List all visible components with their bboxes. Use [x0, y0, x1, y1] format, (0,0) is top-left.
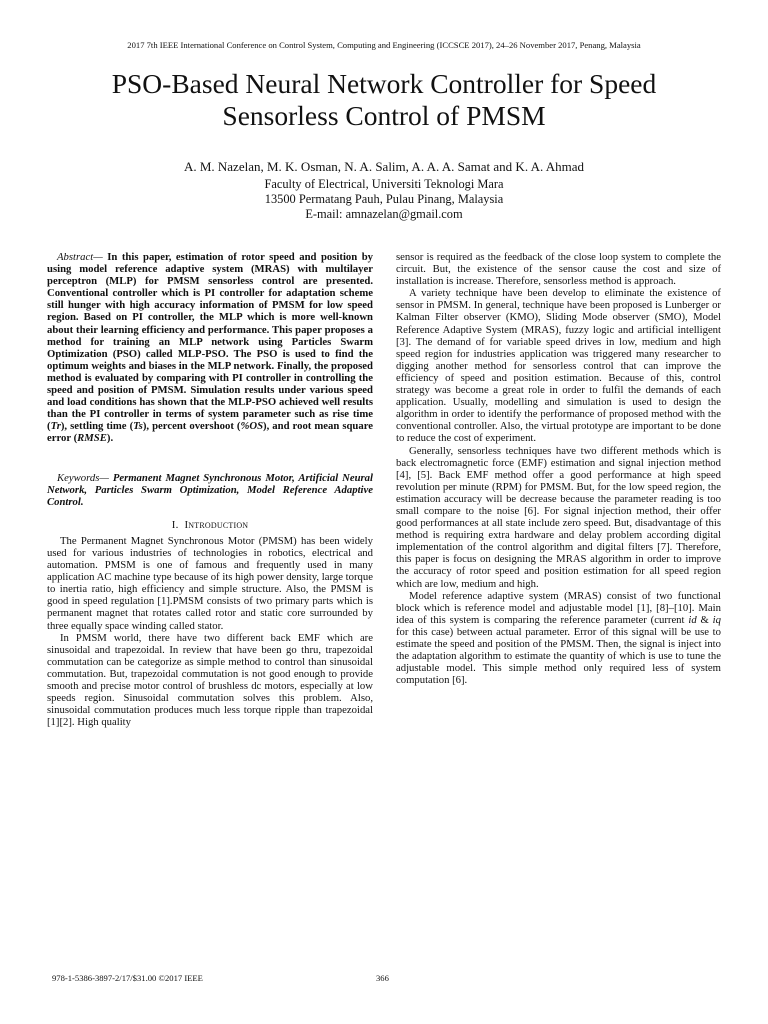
affiliation-line-2: 13500 Permatang Pauh, Pulau Pinang, Malaysia: [264, 192, 504, 206]
title-line-1: PSO-Based Neural Network Controller for Speed: [111, 68, 657, 99]
left-column: [47, 251, 373, 728]
overshoot-symbol: %OS: [240, 420, 264, 433]
section-heading-introduction: [47, 519, 373, 531]
right-paragraph-continued: sensor is required as the feedback of the close loop system to complete the circuit. But, the existence of the sensor cause the cost and size of installation is increase. Therefore, sensorless method is approach.: [396, 251, 721, 288]
abstract: [47, 251, 373, 445]
right-column: [396, 251, 721, 686]
keywords-lead: Keywords—: [57, 471, 109, 484]
paper-title: [40, 68, 728, 132]
authors: A. M. Nazelan, M. K. Osman, N. A. Salim, A. A. A. Samat and K. A. Ahmad: [183, 159, 585, 174]
abstract-text-5: ).: [106, 432, 114, 445]
current-iq-symbol: iq: [712, 613, 721, 626]
right-paragraph-1: A variety technique have been develop to eliminate the existence of sensor in PMSM. In general, technique have been proposed is Lunberger or Kalman Filter observer (KMO), Sliding Mode observer (SMO), Model Reference Adaptive System (MRAS), fuzzy logic and artificial intelligent [3]. The demand of for variable speed drives in low, medium and high speed region for industries application was triggered many researcher to digging another method for sensorless control that can improve the efficiency of speed and position estimation. Because of this, control strategy was become a great role in order to fulfil the demands of each application. Usually, modelling and simulation is used to design the algorithm in order to identify the performance of proposed method with the conventional controller. Also, the virtual prototype are important to be done to reduce the cost of experiment.: [396, 287, 721, 445]
author-email: E-mail: amnazelan@gmail.com: [305, 207, 463, 221]
section-title: Introduction: [184, 518, 249, 531]
abstract-text-2: ), settling time (: [60, 420, 134, 433]
affiliation: [0, 177, 768, 222]
intro-paragraph-2: In PMSM world, there have two different back EMF which are sinusoidal and trapezoidal. In review that have been go thru, trapezoidal commutation can be categorize as simple method to control than sinusoidal commutation. But, trapezoidal commutation is not good enough to provide smooth and precise motor control of brushless dc motors, especially at low speeds region. Sinusoidal commutation solves this problem. Also, sinusoidal commutation produces much less torque ripple than trapezoidal [1][2]. High quality: [47, 631, 373, 729]
title-line-2: Sensorless Control of PMSM: [222, 100, 546, 131]
footer-isbn: 978-1-5386-3897-2/17/$31.00 ©2017 IEEE: [52, 973, 203, 983]
current-id-symbol: id: [688, 613, 697, 626]
mras-text-start: Model reference adaptive system (MRAS) consist of two functional block which is reference model and adjustable model [1], [8]–[10]. Main idea of this system is comparing the reference parameter (current: [396, 589, 721, 626]
affiliation-line-1: Faculty of Electrical, Universiti Teknologi Mara: [264, 177, 504, 191]
abstract-text: In this paper, estimation of rotor speed and position by using model reference adaptive system (MRAS) with multilayer perceptron (MLP) for PMSM sensorless control are presented. Conventional controller which is PI controller for adaptation scheme still hunger with high accuracy information of PMSM for low speed region. Based on PI controller, the MLP which is more well-known about their learning efficiency and performance. This paper proposes a method for training an MLP network using Particles Swarm Optimization (PSO) called MLP-PSO. The PSO is used to find the optimum weights and biases in the MLP network. Finally, the proposed method is evaluated by comparing with PI controller in controlling the speed and position of PMSM. Simulation results under various speed and load conditions has shown that the MLP-PSO achieved well results than the PI controller in terms of system parameter such as rise time (: [47, 251, 373, 433]
ampersand: &: [696, 613, 713, 626]
section-number: I.: [171, 518, 179, 531]
intro-paragraph-1: The Permanent Magnet Synchronous Motor (PMSM) has been widely used for various industries of technologies in robotics, electrical and automation. PMSM is one of famous and frequently used in many application AC machine type because of its high power density, large torque to inertia ratio, high efficiency and simple structure. Also, the PMSM is good in speed regulation [1].PMSM consists of two primary parts which is permanent magnet that rotates called rotor and static core surrounded by three equally space winding called stator.: [47, 534, 373, 632]
right-paragraph-3: [396, 590, 721, 687]
page-number: 366: [376, 973, 389, 983]
right-paragraph-2: Generally, sensorless techniques have two different methods which is back electromagnetic force (EMF) estimation and signal injection method [4], [5]. Back EMF method offer a good performance at high speed revolution per minute (RPM) for PMSM. But, for the low speed region, the estimation accuracy will be decrease because the parameter reading is too small compare to the noise [6]. For signal injection method, their offer good performances at all state include zero speed. But, disadvantage of this method is requiring extra hardware and delay problem according digital implementation of the control algorithm and digital filters [7]. Therefore, this paper is focus on designing the MRAS algorithm in order to improve the accuracy of rotor speed and position estimation for all speed region which are low, medium and high.: [396, 444, 721, 590]
keywords-text: Permanent Magnet Synchronous Motor, Artificial Neural Network, Particles Swarm Optimization, Model Reference Adaptive Control.: [47, 471, 373, 508]
keywords: [47, 472, 373, 508]
abstract-text-3: ), percent overshoot (: [142, 420, 241, 433]
mras-text-end: for this case) between actual parameter. Error of this signal will be use to estimate the speed and position of the PMSM. Then, the signal is inject into the adaptation algorithm to estimate the quantity of which is use to tune the adjustable model. This simple method only required less of system computation [6].: [396, 625, 721, 687]
abstract-text-4: ), and root mean square error (: [47, 420, 373, 445]
conference-header: 2017 7th IEEE International Conference on Control System, Computing and Engineering (ICCSCE 2017), 24–26 November 2017, Penang, Malaysia: [127, 40, 641, 50]
rise-time-symbol: Tr: [50, 420, 61, 433]
abstract-lead: Abstract—: [57, 251, 103, 263]
rmse-symbol: RMSE: [77, 432, 107, 445]
settling-time-symbol: Ts: [133, 420, 143, 433]
